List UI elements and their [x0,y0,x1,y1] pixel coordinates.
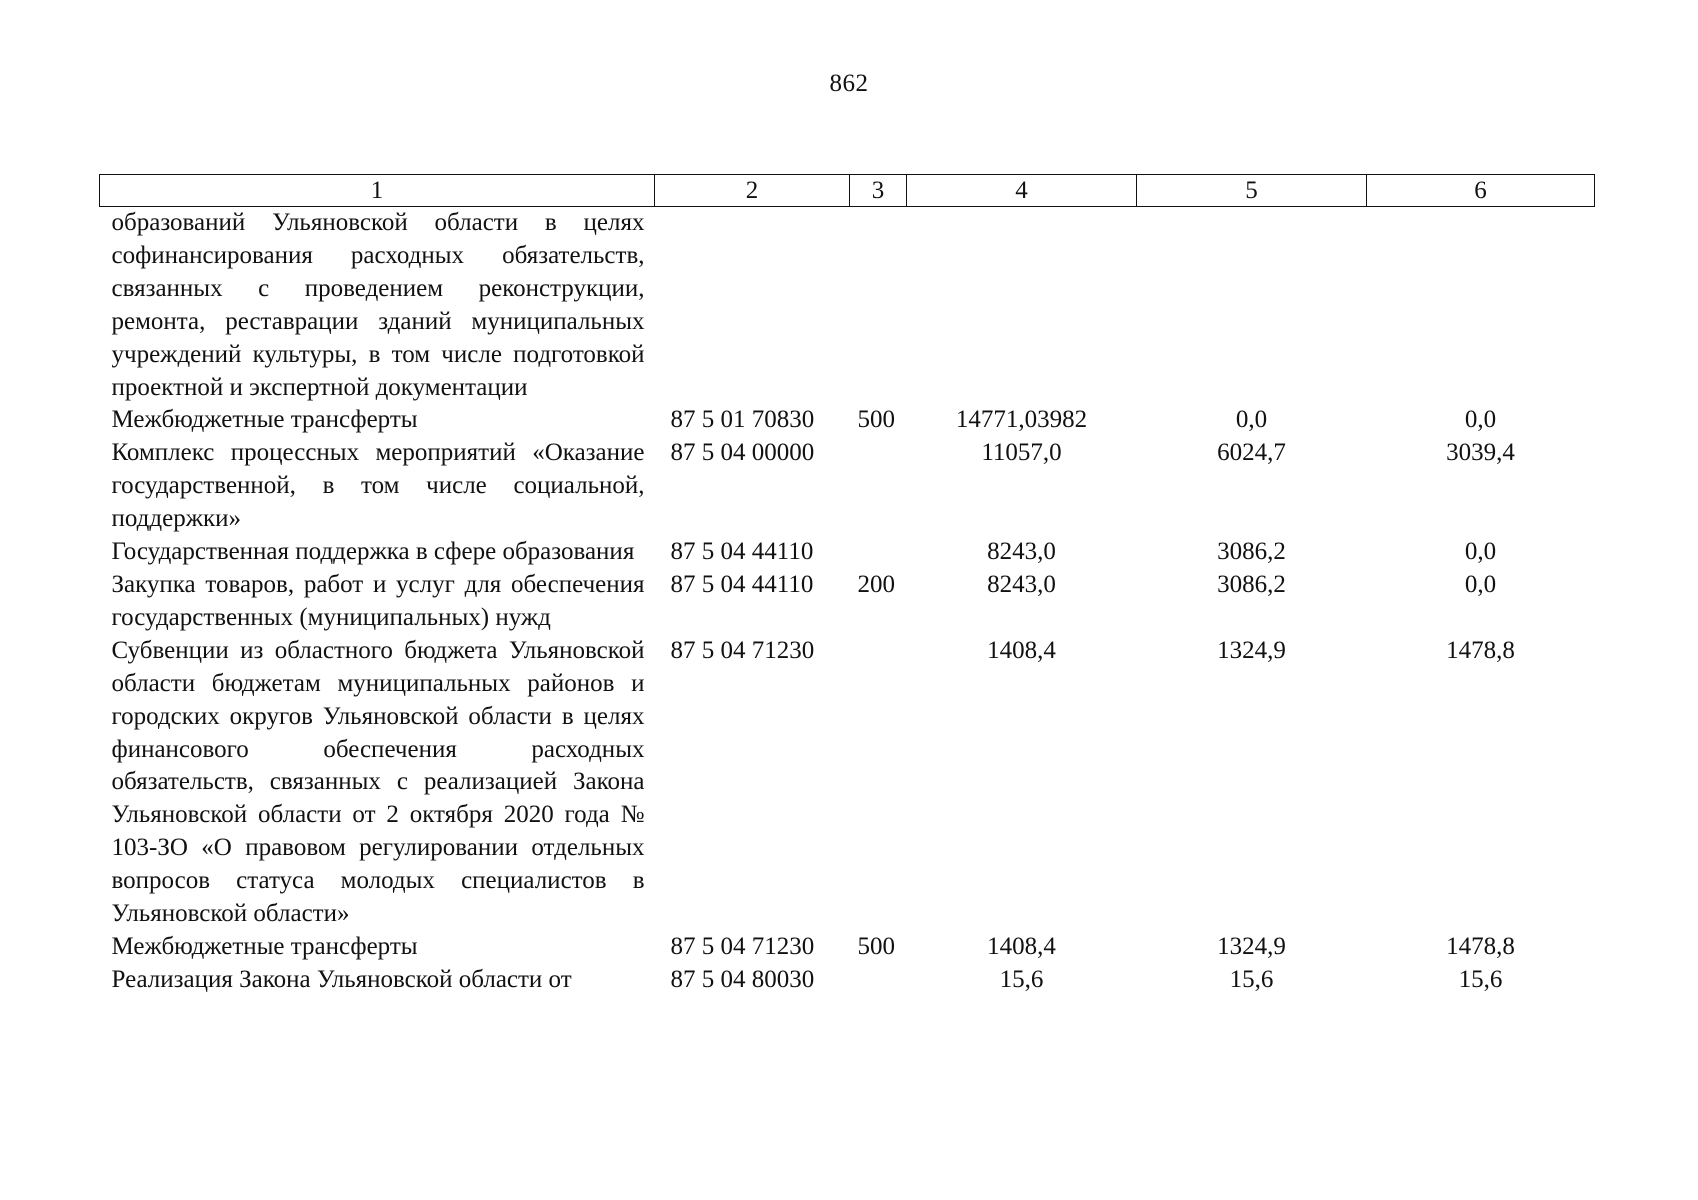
table-row [100,437,1595,536]
row-expense-type [850,964,907,997]
page-number: 862 [829,70,869,97]
row-expense-type: 500 [857,406,895,434]
row-name: Межбюджетные трансферты [111,932,418,960]
table-body [100,207,1595,997]
row-value-col6: 0,0 [1464,406,1497,434]
header-col-1: 1 [100,175,655,207]
header-col-5: 5 [1137,175,1367,207]
row-value-col6: 0,0 [1464,570,1497,598]
row-value-col4: 14771,03982 [955,406,1088,434]
row-name: Государственная поддержка в сфере образования [111,538,635,566]
table-header [100,175,1595,207]
row-value-col6: 0,0 [1464,538,1497,566]
table-row [100,536,1595,569]
row-name: Реализация Закона Ульяновской области от [111,965,572,993]
row-value-col4: 8243,0 [987,538,1056,566]
row-value-col5: 1324,9 [1217,932,1286,960]
row-csr-code: 87 5 04 71230 [670,932,815,960]
row-value-col5: 3086,2 [1217,570,1286,598]
row-name: образований Ульяновской области в целях софинансирования расходных обязательств, связанных с проведением реконструкции, ремонта, реставрации зданий муниципальных учреждений культуры, в том числе подготовкой проектной и экспертной документации [111,209,645,401]
row-csr-code [655,207,850,405]
row-value-col5: 15,6 [1229,965,1274,993]
table-row [100,569,1595,635]
row-csr-code: 87 5 04 80030 [670,965,815,993]
header-col-6: 6 [1367,175,1595,207]
row-expense-type [850,536,907,569]
table-row [100,964,1595,997]
row-value-col5: 3086,2 [1217,538,1286,566]
row-value-col6: 1478,8 [1446,932,1515,960]
row-expense-type: 500 [857,932,895,960]
row-csr-code: 87 5 04 44110 [670,570,814,598]
header-row [100,175,1595,207]
row-value-col4: 1408,4 [987,636,1056,664]
row-value-col5: 6024,7 [1217,439,1286,467]
table-row [100,404,1595,437]
row-value-col6 [1367,207,1595,405]
row-value-col4: 11057,0 [981,439,1062,467]
row-value-col6: 15,6 [1458,965,1503,993]
row-name: Субвенции из областного бюджета Ульяновской области бюджетам муниципальных районов и городских округов Ульяновской области в целях финансового обеспечения расходных обязательств, связанных с реализацией Закона Ульяновской области от 2 октября 2020 года № 103-ЗО «О правовом регулировании отдельных вопросов статуса молодых специалистов в Ульяновской области» [111,636,645,928]
row-value-col5: 1324,9 [1217,636,1286,664]
table-row [100,931,1595,964]
table-row [100,635,1595,931]
row-value-col4: 15,6 [999,965,1044,993]
row-name: Комплекс процессных мероприятий «Оказание государственной, в том числе социальной, поддержки» [111,439,645,533]
row-value-col5: 0,0 [1235,406,1268,434]
row-expense-type [850,207,907,405]
row-expense-type: 200 [857,570,895,598]
row-name: Закупка товаров, работ и услуг для обеспечения государственных (муниципальных) нужд [111,570,645,631]
header-col-2: 2 [655,175,850,207]
row-value-col6: 1478,8 [1446,636,1515,664]
table-row [100,207,1595,405]
row-csr-code: 87 5 01 70830 [670,406,815,434]
header-col-3: 3 [850,175,907,207]
row-csr-code: 87 5 04 00000 [670,439,815,467]
row-value-col4 [907,207,1137,405]
row-value-col5 [1137,207,1367,405]
budget-table [99,174,1595,997]
row-value-col6: 3039,4 [1446,439,1515,467]
row-expense-type [850,437,907,536]
row-expense-type [850,635,907,931]
row-csr-code: 87 5 04 44110 [670,538,814,566]
row-name: Межбюджетные трансферты [111,406,418,434]
row-value-col4: 8243,0 [987,570,1056,598]
row-value-col4: 1408,4 [987,932,1056,960]
row-csr-code: 87 5 04 71230 [670,636,815,664]
header-col-4: 4 [907,175,1137,207]
